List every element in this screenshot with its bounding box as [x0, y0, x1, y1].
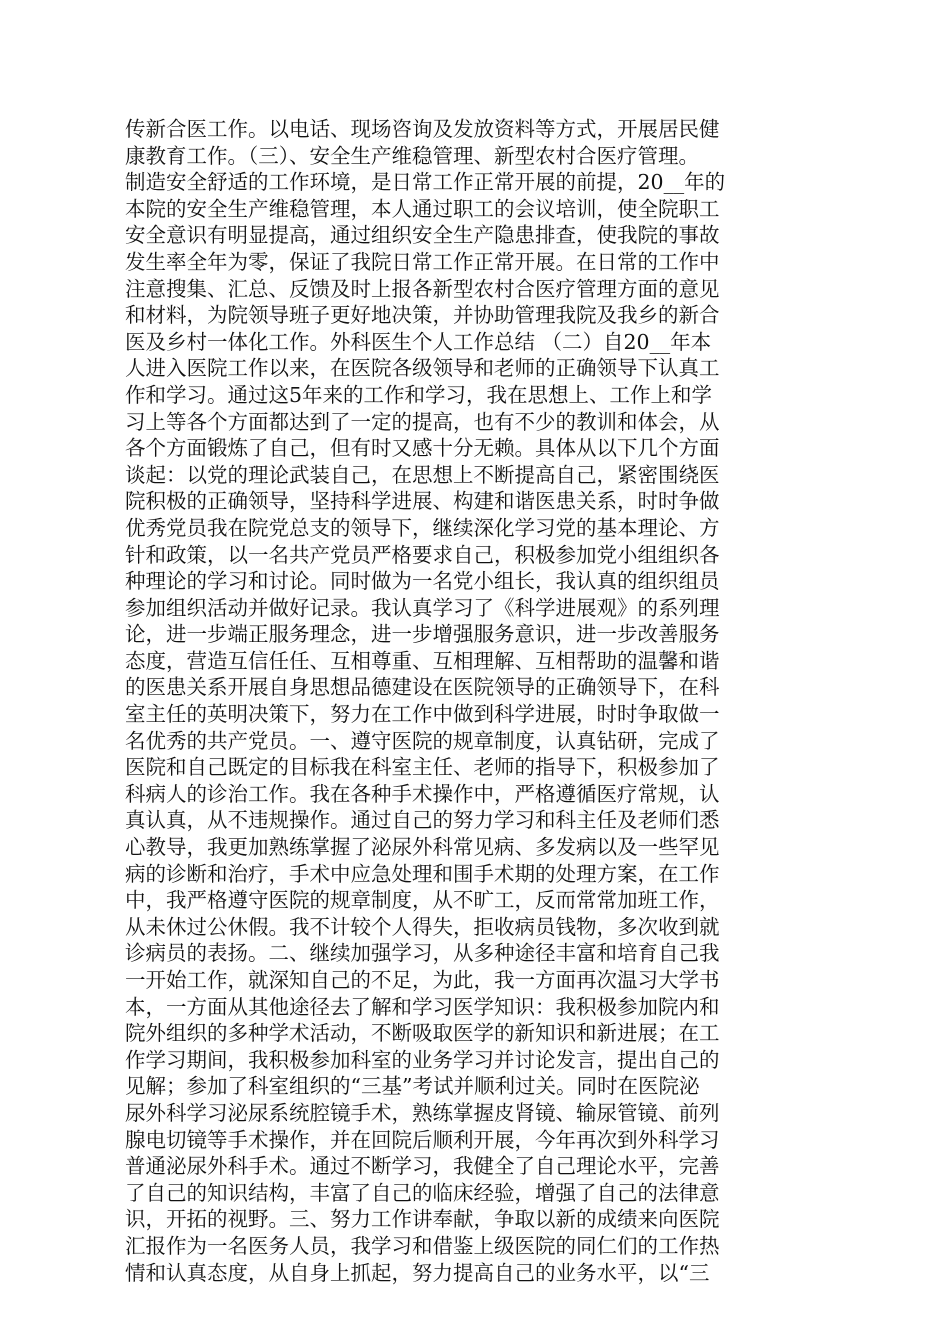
- text-line: 针和政策，以一名共产党员严格要求自己，积极参加党小组组织各: [125, 542, 720, 567]
- text-line: 谈起：以党的理论武装自己，在思想上不断提高自己，紧密围绕医: [125, 462, 720, 487]
- text-line: 优秀党员我在院党总支的领导下，继续深化学习党的基本理论、方: [125, 515, 720, 540]
- text-line: 本，一方面从其他途径去了解和学习医学知识：我积极参加院内和: [125, 994, 720, 1019]
- text-line: 室主任的英明决策下，努力在工作中做到科学进展，时时争取做一: [125, 702, 720, 727]
- text-line: 普通泌尿外科手术。通过不断学习，我健全了自己理论水平，完善: [125, 1154, 720, 1179]
- text-line: 传新合医工作。以电话、现场咨询及发放资料等方式，开展居民健: [125, 117, 720, 141]
- text-line: 科病人的诊治工作。我在各种手术操作中，严格遵循医疗常规，认: [125, 781, 720, 806]
- text-line: 各个方面锻炼了自己，但有时又感十分无赖。具体从以下几个方面: [125, 436, 720, 461]
- text-line: 本院的安全生产维稳管理，本人通过职工的会议培训，使全院职工: [125, 196, 720, 221]
- text-line: 注意搜集、汇总、反馈及时上报各新型农村合医疗管理方面的意见: [125, 276, 720, 301]
- text-line: 真认真，从不违规操作。通过自己的努力学习和科主任及老师们悉: [125, 808, 720, 833]
- text-line: 医院和自己既定的目标我在科室主任、老师的指导下，积极参加了: [125, 755, 720, 780]
- text-line: 一开始工作，就深知自己的不足，为此，我一方面再次温习大学书: [125, 968, 720, 992]
- text-line: 汇报作为一名医务人员，我学习和借鉴上级医院的同仁们的工作热: [125, 1233, 720, 1258]
- text-line: 病的诊断和治疗，手术中应急处理和围手术期的处理方案，在工作: [125, 861, 720, 886]
- text-line: 腺电切镜等手术操作，并在回院后顺利开展，今年再次到外科学习: [125, 1127, 720, 1152]
- text-line: 人进入医院工作以来，在医院各级领导和老师的正确领导下认真工: [125, 356, 720, 381]
- text-line: 习上等各个方面都达到了一定的提高，也有不少的教训和体会，从: [125, 409, 720, 434]
- text-line: 识，开拓的视野。三、努力工作讲奉献，争取以新的成绩来向医院: [125, 1207, 720, 1232]
- text-line: 从未休过公休假。我不计较个人得失，拒收病员钱物，多次收到就: [125, 914, 720, 939]
- text-line: 论，进一步端正服务理念，进一步增强服务意识，进一步改善服务: [125, 622, 720, 647]
- text-line: 医及乡村一体化工作。外科医生个人工作总结 （二）自20__年本: [125, 329, 712, 354]
- text-line: 中，我严格遵守医院的规章制度，从不旷工，反而常常加班工作，: [125, 888, 720, 913]
- text-line: 诊病员的表扬。二、继续加强学习，从多种途径丰富和培育自己我: [125, 941, 720, 966]
- text-line: 参加组织活动并做好记录。我认真学习了《科学进展观》的系列理: [125, 595, 720, 620]
- text-line: 发生率全年为零，保证了我院日常工作正常开展。在日常的工作中: [125, 249, 720, 274]
- text-line: 和材料，为院领导班子更好地决策，并协助管理我院及我乡的新合: [125, 303, 720, 328]
- text-line: 康教育工作。（三）、安全生产维稳管理、新型农村合医疗管理。: [125, 143, 699, 168]
- text-line: 情和认真态度，从自身上抓起，努力提高自己的业务水平，以“三: [125, 1260, 710, 1285]
- text-line: 尿外科学习泌尿系统腔镜手术，熟练掌握皮肾镜、输尿管镜、前列: [125, 1100, 720, 1125]
- text-line: 的医患关系开展自身思想品德建设在医院领导的正确领导下，在科: [125, 675, 720, 700]
- text-line: 见解；参加了科室组织的“三基”考试并顺利过关。同时在医院泌: [125, 1074, 700, 1099]
- text-line: 种理论的学习和讨论。同时做为一名党小组长，我认真的组织组员: [125, 569, 720, 594]
- text-line: 院外组织的多种学术活动，不断吸取医学的新知识和新进展；在工: [125, 1021, 720, 1046]
- text-line: 作和学习。通过这5年来的工作和学习，我在思想上、工作上和学: [125, 382, 713, 407]
- text-line: 制造安全舒适的工作环境，是日常工作正常开展的前提，20__年的: [125, 170, 726, 195]
- text-line: 了自己的知识结构，丰富了自己的临床经验，增强了自己的法律意: [125, 1180, 720, 1205]
- text-line: 安全意识有明显提高，通过组织安全生产隐患排查，使我院的事故: [125, 223, 720, 248]
- text-line: 院积极的正确领导，坚持科学进展、构建和谐医患关系，时时争做: [125, 489, 720, 514]
- text-line: 态度，营造互信任任、互相尊重、互相理解、互相帮助的温馨和谐: [125, 648, 720, 673]
- text-line: 名优秀的共产党员。一、遵守医院的规章制度，认真钻研，完成了: [125, 728, 720, 753]
- text-line: 心教导，我更加熟练掌握了泌尿外科常见病、多发病以及一些罕见: [125, 835, 720, 860]
- text-line: 作学习期间，我积极参加科室的业务学习并讨论发言，提出自己的: [125, 1047, 720, 1072]
- document-body: [125, 116, 815, 1286]
